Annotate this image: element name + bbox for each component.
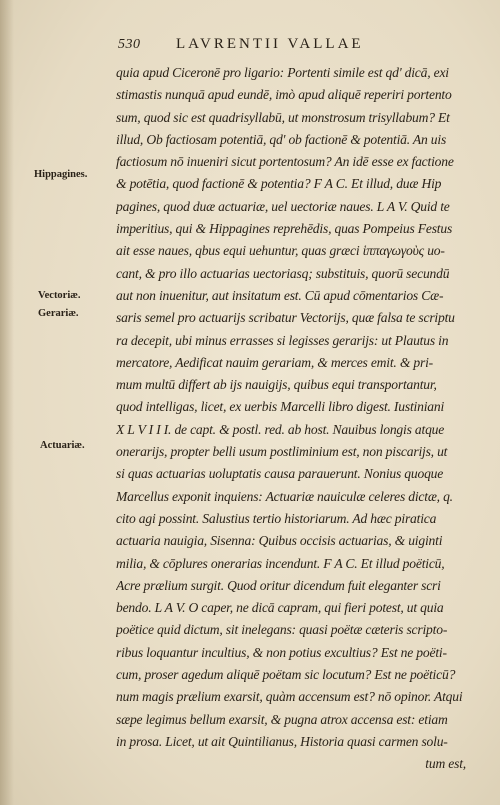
text-line: ait esse naues, qbus equi uehuntur, quas græci ἱππαγωγοὺς uo- [116, 243, 445, 259]
text-line: poëtice quid dictum, sit inelegans: quasi poëtæ cæteris scripto- [116, 622, 448, 638]
gutter-shadow [0, 0, 14, 805]
text-line: num magis prælium exarsit, quàm accensum est? nō opinor. Atqui [116, 689, 463, 705]
text-line: pagines, quod duæ actuariæ, uel uectoriæ naues. L A V. Quid te [116, 198, 450, 214]
text-line: cum, proser agedum aliquē poëtam sic locutum? Est ne poëticū? [116, 667, 456, 683]
margin-note-vectoriae: Vectoriæ. [38, 290, 81, 301]
text-line: sæpe legimus bellum exarsit, & pugna atrox accensa est: etiam [116, 711, 448, 727]
text-line: & potētia, quod factionē & potentia? F A C. Et illud, duæ Hip [116, 176, 442, 192]
text-line: aut non inuenitur, aut insitatum est. Cū apud cōmentarios Cæ- [116, 287, 444, 303]
text-line: mercatore, Aedificat nauim gerariam, & merces emit. & pri- [116, 354, 433, 370]
text-line: imperitius, qui & Hippagines reprehēdis, quas Pompeius Festus [116, 221, 453, 237]
text-line: si quas actuarias uoluptatis causa parauerunt. Nonius quoque [116, 466, 444, 482]
text-line: onerarijs, propter belli usum postliminium est, non piscarijs, ut [116, 444, 448, 460]
page-header [118, 36, 458, 58]
margin-note-gerariae: Gerariæ. [38, 308, 79, 319]
text-line: stimastis nunquā apud eundē, imò apud aliquē reperiri portento [116, 87, 452, 103]
text-line: quod intelligas, licet, ex uerbis Marcelli libro digest. Iustiniani [116, 399, 445, 415]
text-line: ribus loquantur incultius, & non potius excultius? Est ne poëti- [116, 644, 447, 660]
text-line: cant, & pro illo actuarias uectoriasq; substituis, quorū secundū [116, 265, 450, 281]
page-number: 530 [118, 37, 141, 52]
text-line: factiosum nō inueniri sicut portentosum? An idē esse ex factione [116, 154, 454, 170]
text-line: quia apud Ciceronē pro ligario: Portenti simile est qd' dicā, exi [116, 65, 449, 80]
body-text [116, 62, 488, 776]
text-line: mum multū differt ab ijs nauigijs, quibus equi transportantur, [116, 377, 437, 393]
running-head: LAVRENTII VALLAE [176, 36, 364, 52]
text-line: illud, Ob factiosam potentiā, qd' ob factionē & potentiā. An uis [116, 131, 447, 147]
text-line: Acre prælium surgit. Quod oritur dicendum fuit eleganter scri [116, 577, 441, 593]
text-line: in prosa. Licet, ut ait Quintilianus, Historia quasi carmen solu- [116, 733, 448, 749]
text-line: saris semel pro actuarijs scribatur Vectorijs, quæ falsa te scriptu [116, 310, 455, 326]
text-line: Marcellus exponit inquiens: Actuariæ nauiculæ celeres dictæ, q. [116, 488, 453, 504]
text-line: X L V I I I. de capt. & postl. red. ab host. Nauibus longis atque [116, 421, 445, 437]
text-line: actuaria nauigia, Sisenna: Quibus occisis actuarias, & uiginti [116, 533, 443, 549]
text-line: sum, quod sic est quadrisyllabū, ut monstrosum trisyllabum? Et [116, 109, 450, 125]
margin-note-hippagines: Hippagines. [34, 169, 88, 180]
text-line: milia, & cōplures onerarias incendunt. F A C. Et illud poëticū, [116, 555, 445, 571]
text-line: bendo. L A V. O caper, ne dicā capram, qui fieri potest, ut quia [116, 600, 444, 616]
text-line: tum est, [425, 756, 466, 772]
margin-note-actuariae: Actuariæ. [40, 440, 85, 451]
text-line: ra decepit, ubi minus errasses si legisses gerarijs: ut Plautus in [116, 332, 449, 348]
text-line: cito agi possint. Salustius tertio historiarum. Ad hæc piratica [116, 510, 437, 526]
